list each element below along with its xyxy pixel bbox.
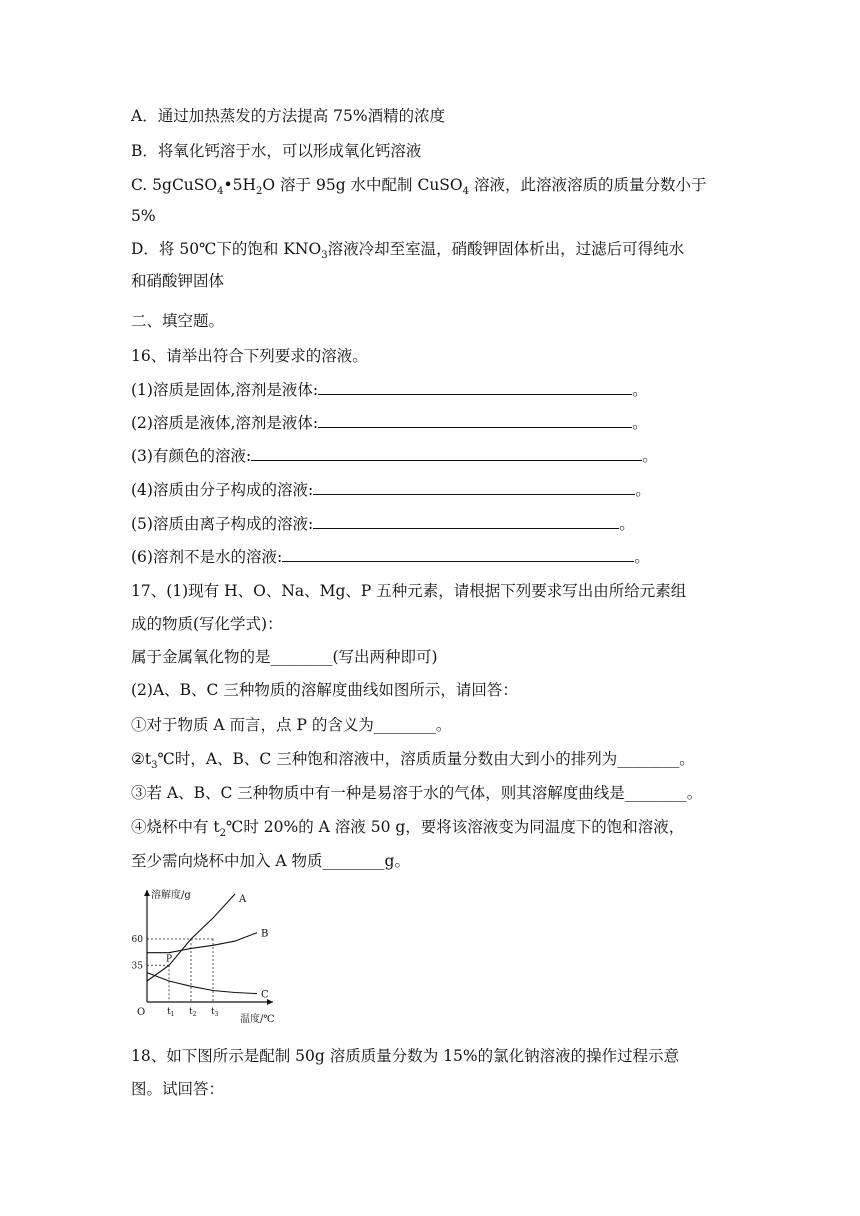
series-label-c: C (261, 989, 269, 1001)
q17-line3: 属于金属氧化物的是________(写出两种即可) (131, 648, 438, 666)
answer-blank[interactable] (251, 446, 642, 461)
x-tick-label-t3: $t_3$ (211, 1007, 219, 1018)
series-label-b: B (261, 928, 269, 940)
option-d-line1: D．将 50℃下的饱和 $KNO_3$溶液冷却至室温，硝酸钾固体析出，过滤后可得纯水 (131, 240, 685, 262)
q17-line1: 17、(1)现有 H、O、Na、Mg、P 五种元素，请根据下列要求写出由所给元素组 (131, 582, 687, 600)
answer-blank[interactable] (318, 380, 632, 395)
section-heading: 二、填空题。 (131, 312, 225, 330)
q17-line9: 至少需向烧杯中加入 A 物质________g。 (131, 852, 410, 870)
q17-line2: 成的物质(写化学式)： (131, 615, 283, 633)
answer-blank[interactable] (282, 547, 634, 562)
curve-b (147, 933, 257, 953)
q17-line8: ④烧杯中有 $t_2℃$时 20%的 A 溶液 50 g，要将该溶液变为同温度下的饱和溶液， (131, 818, 685, 840)
y-axis-arrow (144, 890, 150, 896)
series-label-a: A (239, 894, 247, 905)
y-tick-label-35: 35 (131, 961, 143, 972)
solubility-chart (128, 882, 288, 1030)
q18-line2: 图。试回答： (131, 1080, 225, 1098)
q17-line4: (2)A、B、C 三种物质的溶解度曲线如图所示，请回答： (131, 681, 518, 699)
answer-blank[interactable] (318, 413, 632, 428)
origin-label: O (137, 1007, 146, 1018)
x-tick-label-t1: $t_1$ (167, 1007, 175, 1018)
x-axis-label: 温度/℃ (240, 1014, 275, 1025)
q16-item-1: (1)溶质是固体,溶剂是液体: 。 (131, 381, 648, 399)
q18-line1: 18、如下图所示是配制 50g 溶质质量分数为 15%的氯化钠溶液的操作过程示意 (131, 1047, 680, 1065)
y-axis-label: 溶解度/g (151, 890, 191, 901)
q16-item-3: (3)有颜色的溶液: 。 (131, 447, 658, 465)
q17-line7: ③若 A、B、C 三种物质中有一种是易溶于水的气体，则其溶解度曲线是________。 (131, 784, 703, 802)
option-c-line2: 5% (131, 207, 156, 225)
q17-line6: $②t_3℃$时，A、B、C 三种饱和溶液中，溶质质量分数由大到小的排列为________。 (131, 750, 695, 772)
y-tick-label-60: 60 (131, 935, 143, 945)
q17-line5: ①对于物质 A 而言，点 P 的含义为________。 (131, 716, 452, 734)
q16-item-5: (5)溶质由离子构成的溶液: 。 (131, 515, 635, 533)
q16-title: 16、请举出符合下列要求的溶液。 (131, 347, 368, 365)
q16-item-2: (2)溶质是液体,溶剂是液体: 。 (131, 414, 648, 432)
x-tick-label-t2: $t_2$ (189, 1007, 197, 1018)
q16-item-6: (6)溶剂不是水的溶液: 。 (131, 548, 650, 566)
curve-c (147, 973, 257, 994)
answer-blank[interactable] (313, 480, 635, 495)
answer-blank[interactable] (313, 514, 619, 529)
option-c-line1: C. $5gCuSO_4•5H_2O$ 溶于 95g 水中配制 CuSO$_4$ 溶液，此溶液溶质的质量分数小于 (131, 176, 707, 198)
point-p-label: P (166, 954, 173, 965)
option-b: B．将氧化钙溶于水，可以形成氧化钙溶液 (131, 142, 422, 160)
option-d-line2: 和硝酸钾固体 (131, 272, 225, 290)
q16-item-4: (4)溶质由分子构成的溶液: 。 (131, 481, 651, 499)
option-a: A．通过加热蒸发的方法提高 75%酒精的浓度 (131, 107, 446, 125)
